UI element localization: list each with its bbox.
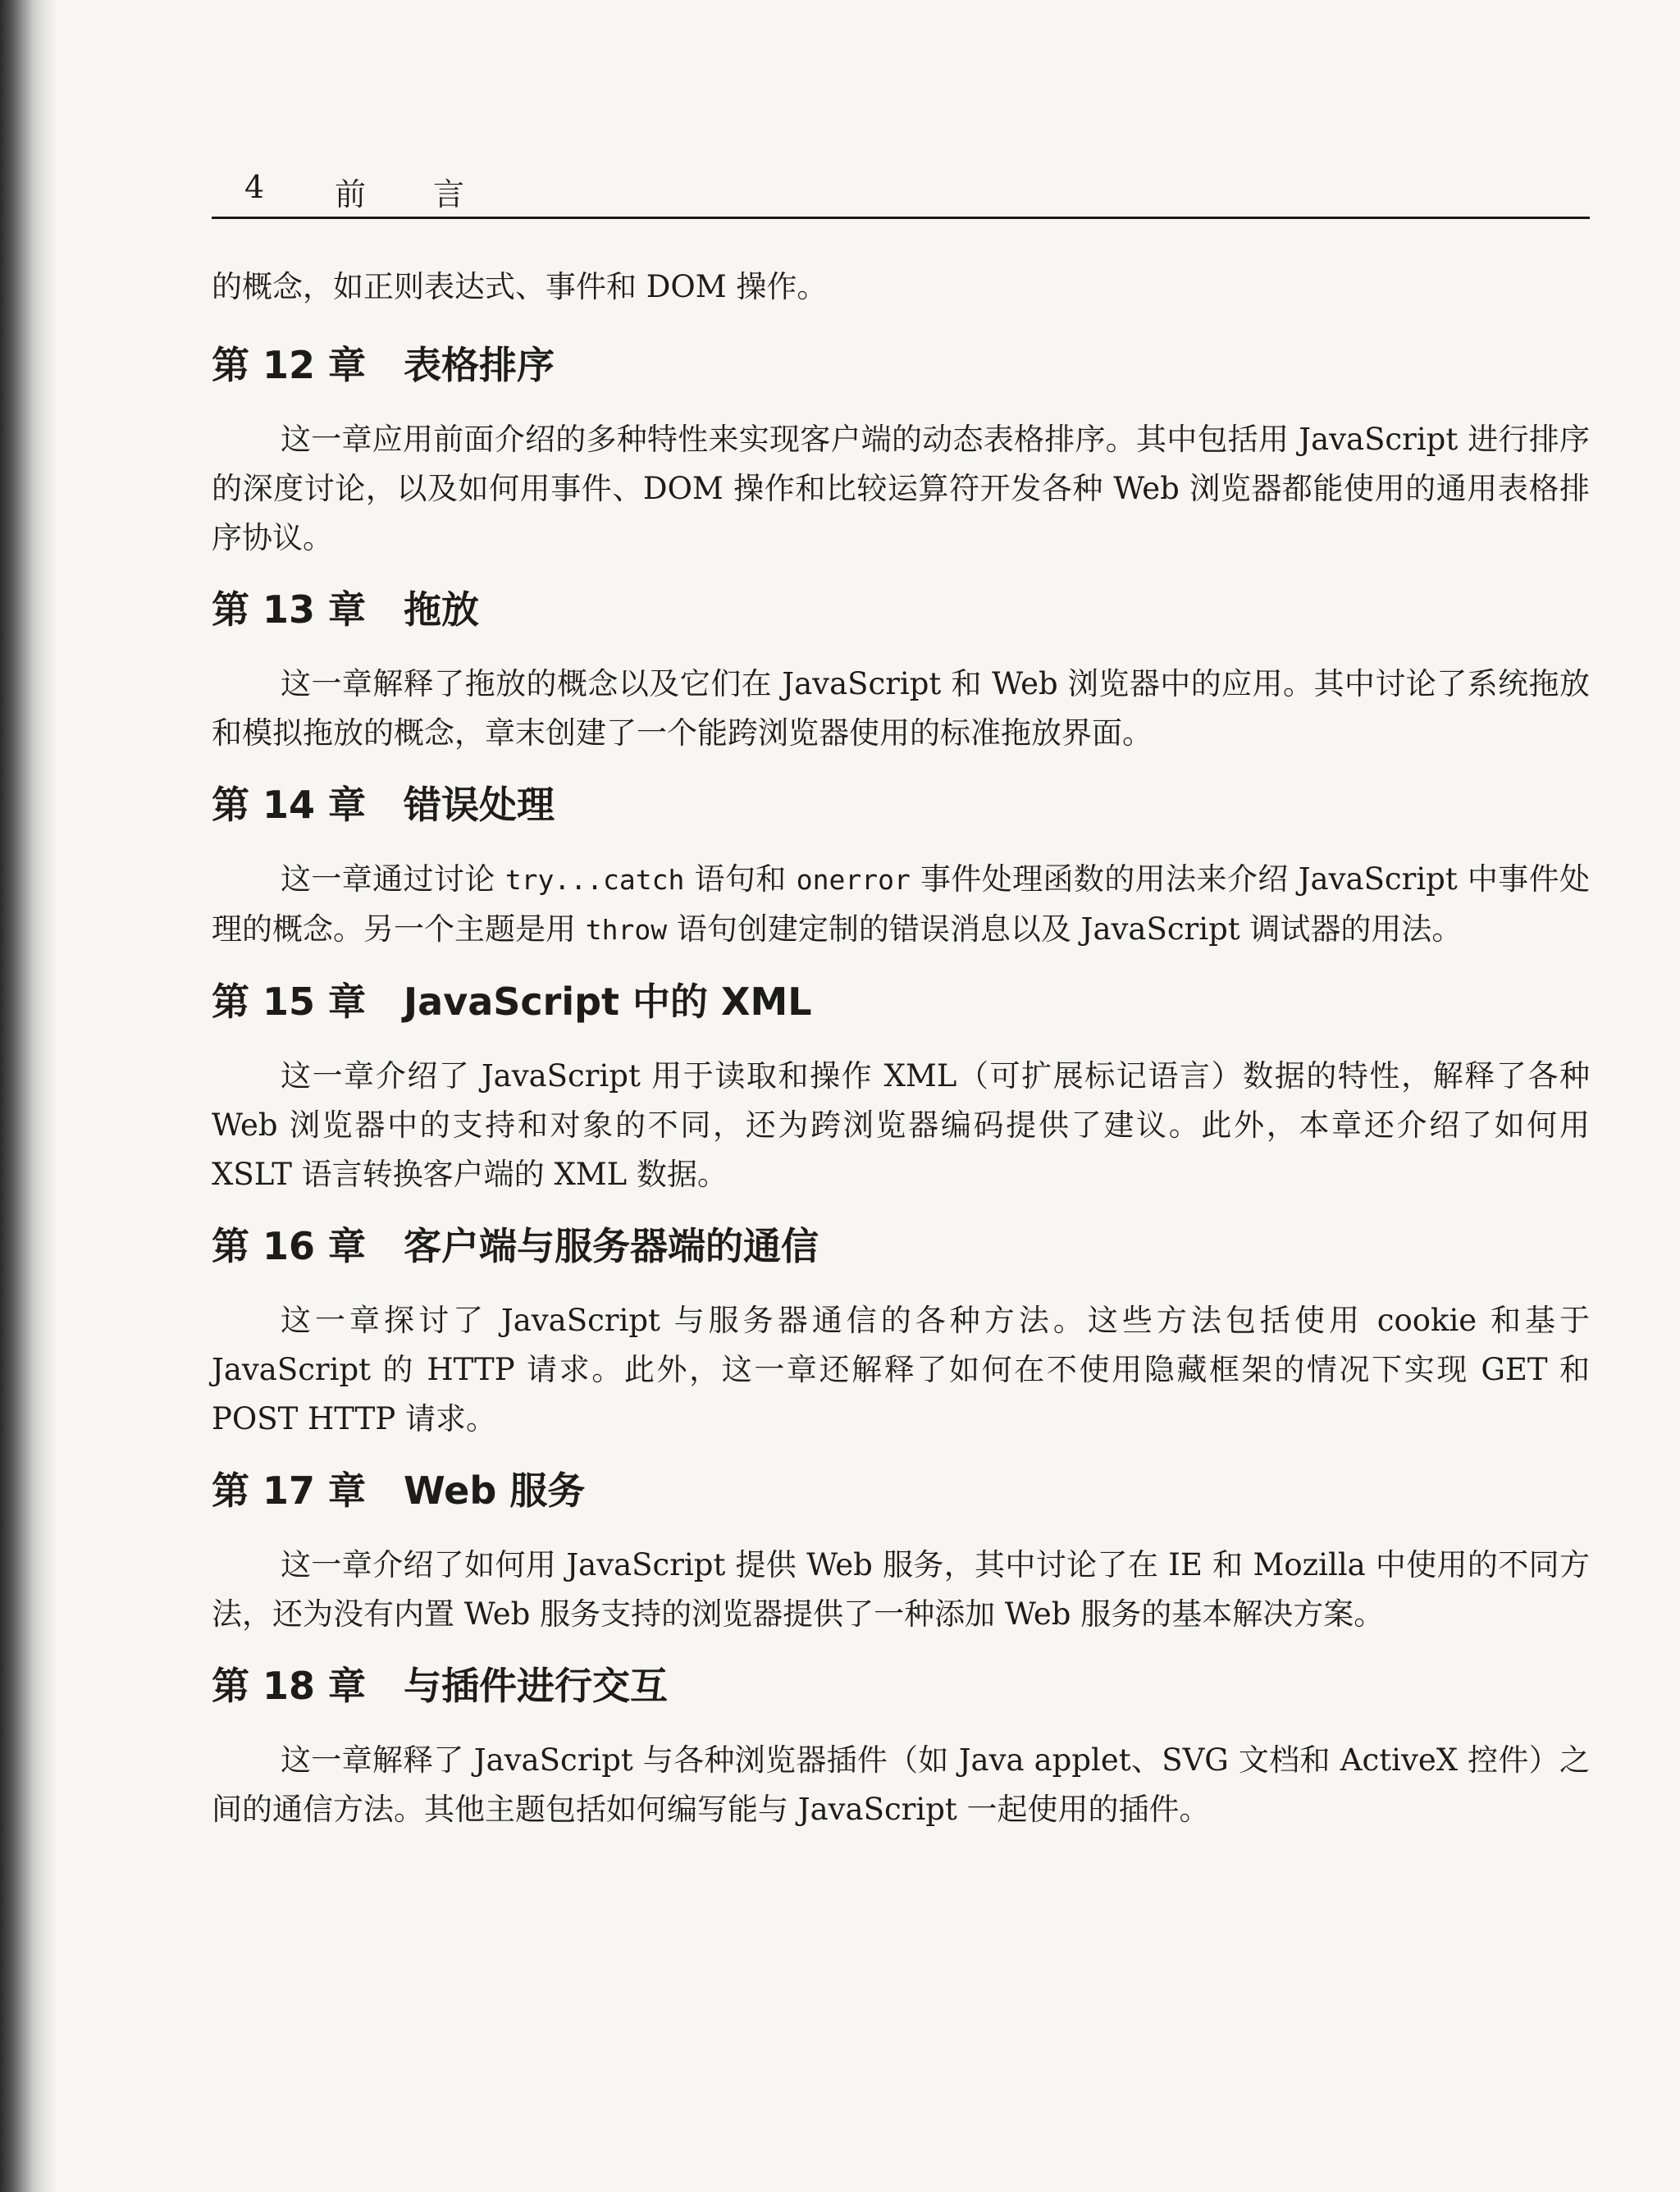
chapter-number: 第 16 章 <box>212 1224 367 1268</box>
chapter-number: 第 17 章 <box>212 1468 367 1513</box>
text-segment: 事件处理函数的用法来介绍 JavaScript 中事件处理的概念。另一个主题是用 <box>212 861 1591 947</box>
page-body <box>212 263 1590 1852</box>
chapter-title: 拖放 <box>404 587 480 632</box>
chapter-title: 表格排序 <box>404 343 555 387</box>
code-onerror: onerror <box>796 864 911 896</box>
page-number: 4 <box>244 169 265 205</box>
chapter-heading <box>212 973 1590 1030</box>
chapter-description <box>212 855 1590 955</box>
chapter-title: 客户端与服务器端的通信 <box>404 1224 819 1268</box>
chapter-number: 第 13 章 <box>212 587 367 632</box>
chapter-title: Web 服务 <box>404 1468 586 1513</box>
chapter-heading <box>212 1657 1590 1715</box>
chapter-description: 这一章解释了拖放的概念以及它们在 JavaScript 和 Web 浏览器中的应用。其中讨论了系统拖放和模拟拖放的概念，章末创建了一个能跨浏览器使用的标准拖放界面。 <box>212 666 1590 751</box>
running-title-char-1: 前 <box>335 176 367 212</box>
chapter-heading <box>212 1462 1590 1519</box>
chapter-13-section <box>212 581 1590 758</box>
chapter-title: 错误处理 <box>404 783 555 827</box>
chapter-14-section <box>212 776 1590 955</box>
chapter-heading <box>212 581 1590 638</box>
chapter-15-section <box>212 973 1590 1199</box>
chapter-heading <box>212 776 1590 833</box>
text-segment: 语句和 <box>684 861 797 897</box>
code-try-catch: try...catch <box>504 864 685 896</box>
text-segment: 语句创建定制的错误消息以及 JavaScript 调试器的用法。 <box>667 911 1463 947</box>
continued-text: 的概念，如正则表达式、事件和 DOM 操作。 <box>212 269 828 304</box>
chapter-heading <box>212 336 1590 394</box>
chapter-description: 这一章介绍了 JavaScript 用于读取和操作 XML（可扩展标记语言）数据的特性，解释了各种 Web 浏览器中的支持和对象的不同，还为跨浏览器编码提供了建议。此外，本章还介绍了如何用 XSLT 语言转换客户端的 XML 数据。 <box>212 1058 1590 1192</box>
chapter-number: 第 18 章 <box>212 1664 367 1708</box>
chapter-heading <box>212 1217 1590 1275</box>
book-binding-edge <box>0 0 57 2192</box>
chapter-18-section <box>212 1657 1590 1834</box>
chapter-description: 这一章应用前面介绍的多种特性来实现客户端的动态表格排序。其中包括用 JavaScript 进行排序的深度讨论，以及如何用事件、DOM 操作和比较运算符开发各种 Web 浏览器都能使用的通用表格排序协议。 <box>212 422 1590 555</box>
chapter-number: 第 14 章 <box>212 783 367 827</box>
chapter-description: 这一章解释了 JavaScript 与各种浏览器插件（如 Java applet、SVG 文档和 ActiveX 控件）之间的通信方法。其他主题包括如何编写能与 JavaScript 一起使用的插件。 <box>212 1742 1590 1827</box>
chapter-description: 这一章探讨了 JavaScript 与服务器通信的各种方法。这些方法包括使用 cookie 和基于 JavaScript 的 HTTP 请求。此外，这一章还解释了如何在不使用隐藏框架的情况下实现 GET 和 POST HTTP 请求。 <box>212 1303 1590 1436</box>
code-throw: throw <box>585 914 668 946</box>
text-segment: 这一章通过讨论 <box>281 861 505 897</box>
chapter-description: 这一章介绍了如何用 JavaScript 提供 Web 服务，其中讨论了在 IE 和 Mozilla 中使用的不同方法，还为没有内置 Web 服务支持的浏览器提供了一种添加 Web 服务的基本解决方案。 <box>212 1547 1590 1632</box>
page-header <box>212 164 1590 219</box>
chapter-16-section <box>212 1217 1590 1444</box>
chapter-number: 第 12 章 <box>212 343 367 387</box>
chapter-title: 与插件进行交互 <box>404 1664 669 1708</box>
running-title-char-2: 言 <box>433 176 465 212</box>
chapter-12-section <box>212 336 1590 563</box>
chapter-title: JavaScript 中的 XML <box>404 980 812 1024</box>
chapter-number: 第 15 章 <box>212 980 367 1024</box>
chapter-17-section <box>212 1462 1590 1639</box>
